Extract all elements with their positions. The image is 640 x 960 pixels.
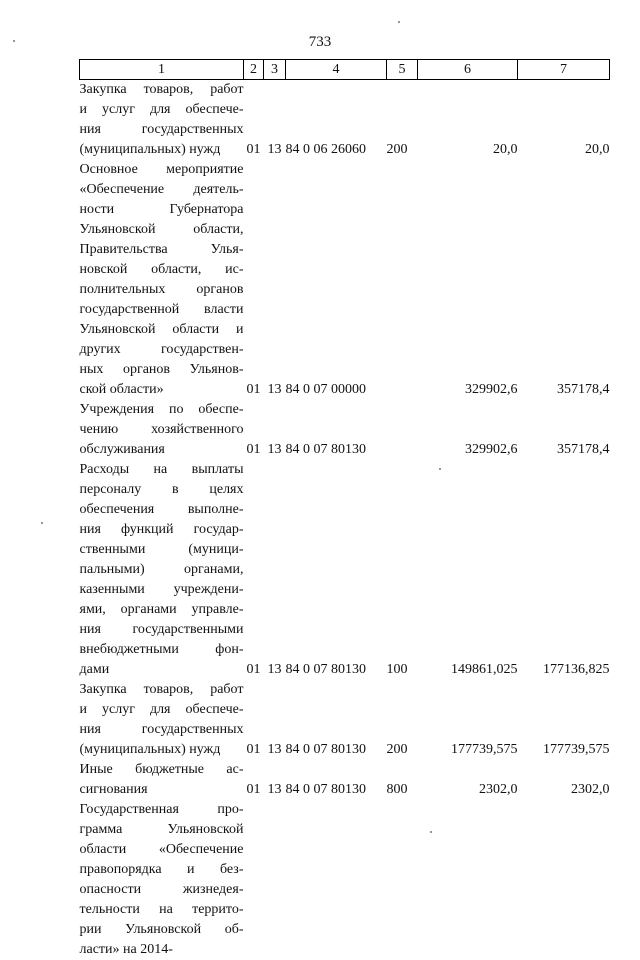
row-target-article: 84 0 07 80130 — [286, 400, 387, 460]
row-name-line: внебюджетными фон- — [80, 640, 244, 660]
row-name-line: Расходы на выплаты — [80, 460, 244, 480]
header-col-6: 6 — [418, 60, 518, 80]
scan-speck — [41, 522, 43, 524]
header-col-2: 2 — [244, 60, 264, 80]
table-body — [80, 80, 610, 960]
row-name — [80, 460, 244, 680]
row-name-line: ской области» — [80, 380, 244, 400]
table-row — [80, 460, 610, 680]
row-name-line: ласти» на 2014- — [80, 940, 244, 960]
row-amount-year-1: 149861,025 — [418, 460, 518, 680]
row-name-line: персоналу в целях — [80, 480, 244, 500]
row-name-line: полнительных органов — [80, 280, 244, 300]
row-name-line: дами — [80, 660, 244, 680]
table-row — [80, 680, 610, 760]
row-name-line: Учреждения по обеспе- — [80, 400, 244, 420]
row-amount-year-2: 2302,0 — [518, 760, 610, 800]
row-expense-type: 200 — [387, 680, 418, 760]
header-row — [80, 60, 610, 80]
row-name — [80, 760, 244, 800]
row-amount-year-2: 357178,4 — [518, 160, 610, 400]
table-row — [80, 80, 610, 161]
row-target-article: 84 0 06 26060 — [286, 80, 387, 161]
row-name-line: области «Обеспечение — [80, 840, 244, 860]
row-name-line: ния функций государ- — [80, 520, 244, 540]
row-subsection: 13 — [264, 160, 286, 400]
row-section: 01 — [244, 460, 264, 680]
row-name — [80, 800, 244, 960]
row-name-line: Правительства Улья- — [80, 240, 244, 260]
row-target-article: 84 0 07 80130 — [286, 680, 387, 760]
row-name-line: Ульяновской области, — [80, 220, 244, 240]
scan-speck — [430, 831, 432, 833]
row-section: 01 — [244, 760, 264, 800]
row-expense-type: 200 — [387, 80, 418, 161]
scan-speck — [398, 21, 400, 23]
row-amount-year-1: 329902,6 — [418, 160, 518, 400]
page-number: 733 — [0, 34, 640, 51]
row-amount-year-2 — [518, 800, 610, 960]
row-name-line: рии Ульяновской об- — [80, 920, 244, 940]
table-row — [80, 760, 610, 800]
row-expense-type: 100 — [387, 460, 418, 680]
row-name — [80, 400, 244, 460]
row-subsection: 13 — [264, 400, 286, 460]
row-expense-type — [387, 800, 418, 960]
row-expense-type: 800 — [387, 760, 418, 800]
row-name-line: и услуг для обеспече- — [80, 700, 244, 720]
row-amount-year-2: 20,0 — [518, 80, 610, 161]
row-amount-year-1: 2302,0 — [418, 760, 518, 800]
row-name-line: ных органов Ульянов- — [80, 360, 244, 380]
row-subsection: 13 — [264, 760, 286, 800]
row-target-article — [286, 800, 387, 960]
row-amount-year-2: 177739,575 — [518, 680, 610, 760]
row-target-article: 84 0 07 80130 — [286, 760, 387, 800]
row-name-line: обеспечения выполне- — [80, 500, 244, 520]
header-col-5: 5 — [387, 60, 418, 80]
row-name-line: сигнования — [80, 780, 244, 800]
row-name-line: опасности жизнедея- — [80, 880, 244, 900]
row-subsection: 13 — [264, 680, 286, 760]
header-col-3: 3 — [264, 60, 286, 80]
row-name-line: государственной власти — [80, 300, 244, 320]
row-subsection — [264, 800, 286, 960]
row-section: 01 — [244, 160, 264, 400]
row-name-line: ственными (муници- — [80, 540, 244, 560]
header-col-1: 1 — [80, 60, 244, 80]
row-subsection: 13 — [264, 80, 286, 161]
row-name — [80, 680, 244, 760]
row-name-line: ности Губернатора — [80, 200, 244, 220]
row-name — [80, 80, 244, 161]
row-expense-type — [387, 400, 418, 460]
row-name-line: правопорядка и без- — [80, 860, 244, 880]
table-row — [80, 400, 610, 460]
row-name-line: и услуг для обеспече- — [80, 100, 244, 120]
row-amount-year-1: 20,0 — [418, 80, 518, 161]
budget-table — [79, 59, 610, 960]
table-row — [80, 800, 610, 960]
row-name-line: грамма Ульяновской — [80, 820, 244, 840]
header-col-4: 4 — [286, 60, 387, 80]
row-section: 01 — [244, 680, 264, 760]
row-name-line: тельности на террито- — [80, 900, 244, 920]
row-amount-year-1: 177739,575 — [418, 680, 518, 760]
row-section — [244, 800, 264, 960]
row-name-line: (муниципальных) нужд — [80, 740, 244, 760]
row-name-line: Закупка товаров, работ — [80, 80, 244, 100]
row-name-line: Государственная про- — [80, 800, 244, 820]
row-name-line: Иные бюджетные ас- — [80, 760, 244, 780]
row-amount-year-2: 357178,4 — [518, 400, 610, 460]
scan-speck — [439, 468, 441, 470]
row-section: 01 — [244, 80, 264, 161]
row-name-line: Ульяновской области и — [80, 320, 244, 340]
row-name-line: новской области, ис- — [80, 260, 244, 280]
scan-speck — [13, 40, 15, 42]
row-name-line: ния государственными — [80, 620, 244, 640]
row-target-article: 84 0 07 80130 — [286, 460, 387, 680]
row-name-line: других государствен- — [80, 340, 244, 360]
row-name-line: Закупка товаров, работ — [80, 680, 244, 700]
row-name-line: Основное мероприятие — [80, 160, 244, 180]
row-target-article: 84 0 07 00000 — [286, 160, 387, 400]
row-name-line: казенными учреждени- — [80, 580, 244, 600]
row-name-line: пальными) органами, — [80, 560, 244, 580]
row-amount-year-2: 177136,825 — [518, 460, 610, 680]
row-name-line: обслуживания — [80, 440, 244, 460]
row-name-line: чению хозяйственного — [80, 420, 244, 440]
row-name — [80, 160, 244, 400]
row-name-line: ния государственных — [80, 720, 244, 740]
row-subsection: 13 — [264, 460, 286, 680]
row-expense-type — [387, 160, 418, 400]
row-amount-year-1: 329902,6 — [418, 400, 518, 460]
header-col-7: 7 — [518, 60, 610, 80]
table-row — [80, 160, 610, 400]
row-name-line: ния государственных — [80, 120, 244, 140]
row-name-line: «Обеспечение деятель- — [80, 180, 244, 200]
row-section: 01 — [244, 400, 264, 460]
row-name-line: ями, органами управле- — [80, 600, 244, 620]
row-name-line: (муниципальных) нужд — [80, 140, 244, 160]
row-amount-year-1 — [418, 800, 518, 960]
